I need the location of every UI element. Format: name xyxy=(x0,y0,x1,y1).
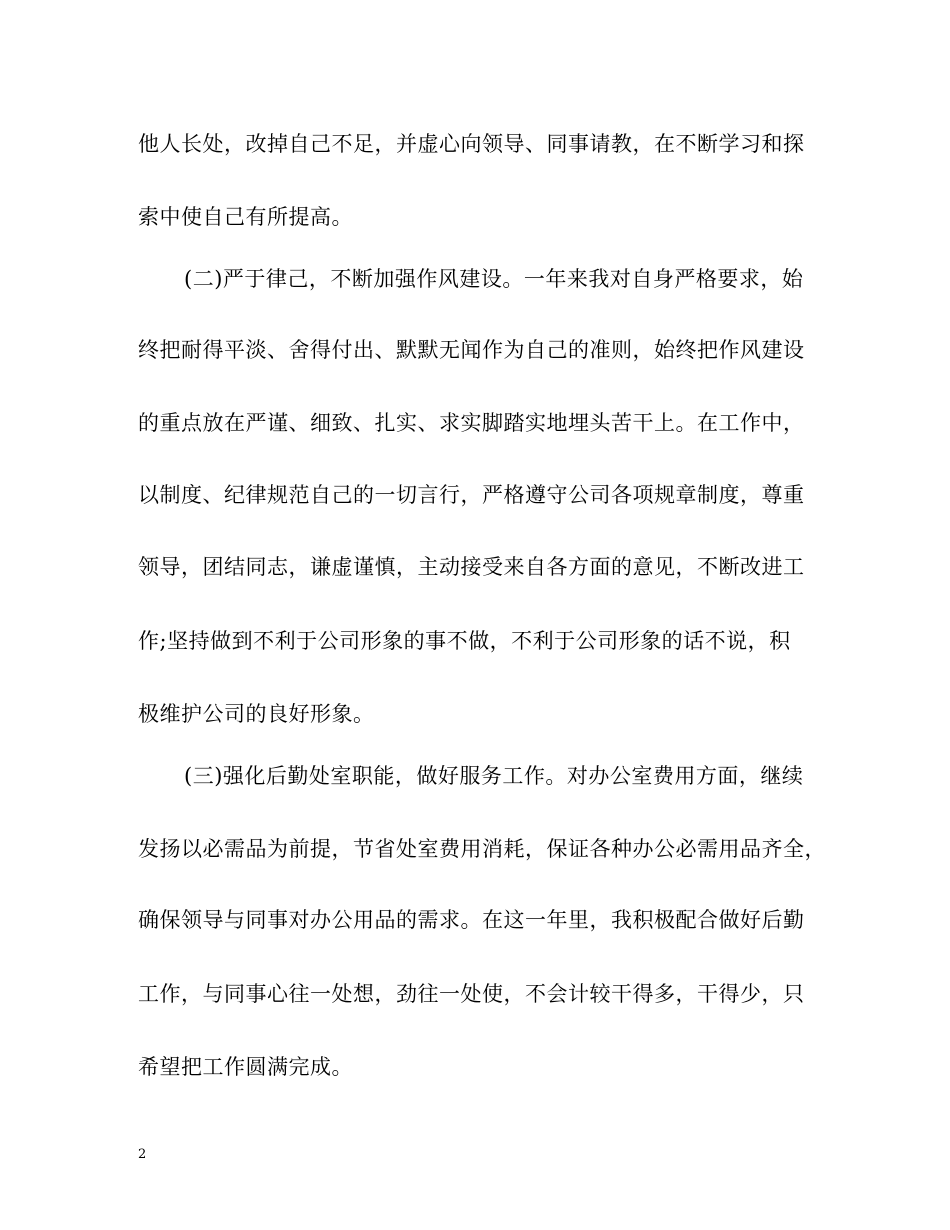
text-line-5: 的重点放在严谨、细致、扎实、求实脚踏实地埋头苦干上。在工作中， xyxy=(138,411,805,435)
text-line-4: 终把耐得平淡、舍得付出、默默无闻作为自己的准则，始终把作风建设 xyxy=(138,338,805,362)
text-line-13: 工作，与同事心往一处想，劲往一处使，不会计较干得多，干得少，只 xyxy=(138,982,805,1006)
text-line-12: 确保领导与同事对办公用品的需求。在这一年里，我积极配合做好后勤 xyxy=(138,908,805,932)
text-line-1: 他人长处，改掉自己不足，并虚心向领导、同事请教，在不断学习和探 xyxy=(138,132,805,156)
text-line-10: (三)强化后勤处室职能，做好服务工作。对办公室费用方面，继续 xyxy=(184,764,804,788)
text-line-11: 发扬以必需品为前提，节省处室费用消耗，保证各种办公必需用品齐全， xyxy=(138,837,826,861)
text-line-7: 领导，团结同志，谦虚谨慎，主动接受来自各方面的意见，不断改进工 xyxy=(138,555,805,579)
text-line-9: 极维护公司的良好形象。 xyxy=(138,702,375,726)
text-line-3: (二)严于律己，不断加强作风建设。一年来我对自身严格要求，始 xyxy=(184,267,804,291)
text-line-14: 希望把工作圆满完成。 xyxy=(138,1055,353,1079)
text-line-8: 作;坚持做到不利于公司形象的事不做，不利于公司形象的话不说，积 xyxy=(138,629,791,653)
text-line-2: 索中使自己有所提高。 xyxy=(138,205,353,229)
page-number: 2 xyxy=(138,1147,147,1162)
text-line-6: 以制度、纪律规范自己的一切言行，严格遵守公司各项规章制度，尊重 xyxy=(138,483,805,507)
